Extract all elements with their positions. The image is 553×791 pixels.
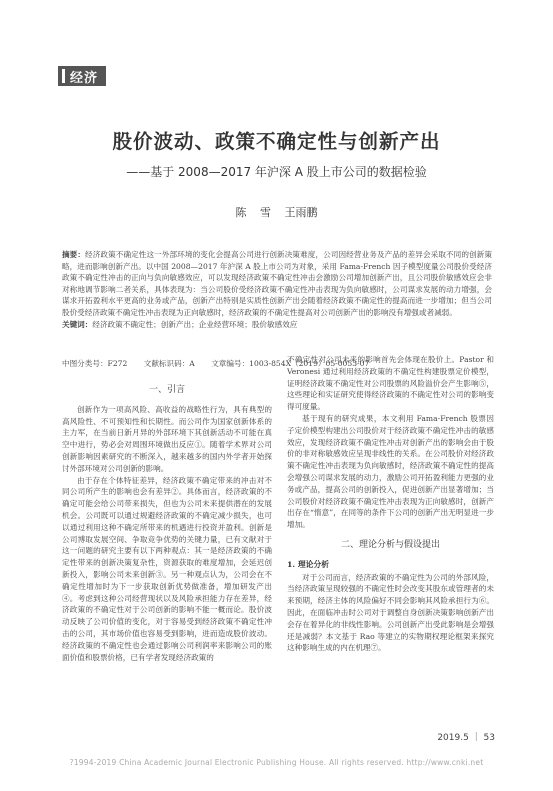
section-tag [58,66,106,86]
keywords-text: 经济政策不确定性；创新产出；企业经营环境；股价敏感效应 [92,319,298,329]
abstract [62,249,492,330]
keywords [62,319,492,331]
abstract-label: 摘要： [62,250,86,259]
heading-theory: 二、理论分析与假设提出 [340,539,440,550]
article-authors: 陈 雪 王雨鹏 [235,206,318,219]
paragraph: 基于现有的研究成果，本文利用 Fama-French 股票因子定价模型构建出公司股价对于经济政策不确定性冲击的敏感效应，发现经济政策不确定性冲击对创新产出的影响会由于股价的非对称敏感效应呈现非线性的关系。在公司股价对经济政策不确定性冲击表现为负向敏感时，经济政策不确定性的提高会增强公司谋求发展的动力，激励公司开拓盈利能力更强的业务或产品，提高公司的创新投入，促进创新产出显著增加；当公司股价对经济政策不确定性冲击表现为正向敏感时，创新产出存在“惰意”，在同等的条件下公司的创新产出无明显进一步增加。 [287,413,494,530]
keywords-label: 关键词： [62,319,93,329]
paragraph: 对于公司而言，经济政策的不确定性为公司的外部风险，当经济政策呈现较强的不确定性时会改变其股东或管理者的未来预期，经济主体的风险偏好不同会影响其风险承担行为⑥。因此，在面临冲击时公司对于调整自身创新决策影响创新产出会存在着异化的非线性影响。公司创新产出受此影响是会增强还是减弱？本文基于 Rao 等建立的实物期权理论框架来探究这种影响生成的内在机理⑦。 [287,572,494,653]
abstract-text: 经济政策不确定性这一外部环境的变化会提高公司进行创新决策难度，公司因经营业务及产品的差异会采取不同的创新策略，进而影响创新产出。以中国 2008—2017 年沪深 A 股上市公司为对象，采用 Fama-French 因子模型度量公司股价受经济政策不确定性冲击的正向与负向敏感效应，可以发现经济政策不确定性冲击会激励公司增加创新产出，且公司股价敏感效应会非对称地调节影响二者关系，具体表现为：当公司股价受经济政策不确定性冲击表现为负向敏感时，公司谋求发展的动力增强，会谋求开拓盈利水平更高的业务或产品，创新产出特别是实质性创新产出会随着经济政策不确定性的提高而进一步增加；但当公司股价受经济政策不确定性冲击表现为正向敏感时，经济政策的不确定性提高对公司创新产出的影响没有增强或者减弱。 [62,250,493,317]
section-tag-bar [62,69,65,83]
right-column [287,354,494,654]
abstract-body [62,249,492,319]
clc-number: 中图分类号：F272 [62,359,128,368]
heading-introduction: 一、引言 [148,385,185,395]
copyright-footer: ?1994-2019 China Academic Journal Electronic Publishing House. All rights reserved. http://www.cnki.net [69,758,484,767]
section-label: 经济 [70,71,99,86]
subheading-theory-analysis: 1. 理论分析 [287,559,330,569]
document-code: 文献标识码：A [143,359,195,368]
article-number: 文章编号：1003-854X（2019）05-0053-07 [211,359,370,368]
article-subtitle: ——基于 2008—2017 年沪深 A 股上市公司的数据检验 [126,165,427,179]
article-title: 股价波动、政策不确定性与创新产出 [112,130,441,153]
paragraph: 创新作为一项高风险、高收益的战略性行为，具有典型的高风险性、不可预知性和长期性。而公司作为国家创新体系的主力军，在当前日新月异的外部环境下其创新活动不可能在真空中进行，势必会对周围环境做出反应①。随着学术界对公司创新影响因素研究的不断深入，越来越多的国内外学者开始探讨外部环境对公司创新的影响。 [62,404,272,473]
left-column [62,376,272,663]
paragraph: 不确定性对公司未来的影响首先会体现在股价上。Pastor 和 Veronesi 通过利用经济政策的不确定性构建股票定价模型，证明经济政策不确定性对公司股票的风险溢价会产生影响⑤，这些理论和实证研究使得经济政策的不确定性对公司的影响变得可度量。 [287,355,494,412]
paragraph: 由于存在个体特征差异，经济政策不确定带来的冲击对不同公司所产生的影响也会有差异②。具体而言，经济政策的不确定可能会给公司带来损失，但也为公司未来提供潜在的发展机会。公司既可以通过规避经济政策的不确定减少损失，也可以通过利用这种不确定所带来的机遇进行投资并盈利。创新是公司博取发展空间、争取竞争优势的关键力量，已有文献对于这一问题的研究主要有以下两种观点：其一是经济政策的不确定性带来的创新决策复杂性，资源获取的难度增加，会延迟创新投入，影响公司未来创新③。另一种观点认为，公司会在不确定性增加时为下一步获取创新优势做准备，增加研发产出④。考虑到这种公司经营现状以及风险承担能力存在差异，经济政策的不确定性对于公司创新的影响不能一概而论。股价波动反映了公司价值的变化，对于容易受到经济政策不确定性冲击的公司，其市场价值也容易受到影响，进而造成股价波动。经济政策的不确定性也会通过影响公司利润率来影响公司的账面价值和股票价格，已有学者发现经济政策的 [62,475,272,662]
page-number: 2019.5 ｜ 53 [437,733,495,743]
